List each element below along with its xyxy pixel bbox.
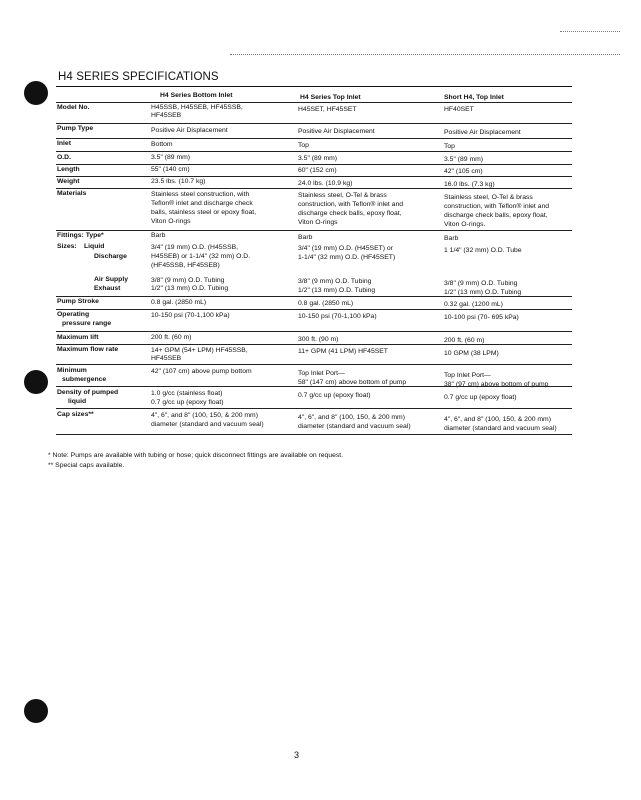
pump-type-bottom-inlet: Positive Air Displacement [151, 127, 228, 134]
row-label-maximum-lift: Maximum lift [57, 334, 99, 341]
flow-short-top-inlet: 10 GPM (38 LPM) [444, 350, 499, 357]
length-short-top-inlet: 42" (105 cm) [444, 168, 483, 175]
materials-bottom-inlet-line4: Viton O-rings [151, 218, 191, 225]
row-rule [56, 364, 572, 365]
flow-top-inlet: 11+ GPM (41 LPM) HF45SET [298, 348, 388, 355]
sizes-bottom-inlet-line2: H45SEB) or 1-1/4" (32 mm) O.D. [151, 253, 251, 260]
row-label-pump-stroke: Pump Stroke [57, 298, 99, 305]
sizes-bottom-inlet-line3: (HF45SSB, HF45SEB) [151, 262, 220, 269]
model-bottom-inlet-line1: H45SSB, H45SEB, HF45SSB, [151, 104, 243, 111]
row-sublabel-exhaust: Exhaust [94, 285, 121, 292]
materials-bottom-inlet-line1: Stainless steel construction, with [151, 191, 250, 198]
footnote-fittings: * Note: Pumps are available with tubing or hose; quick disconnect fittings are available on request. [48, 452, 344, 459]
footnote-special-caps: ** Special caps available. [48, 462, 125, 469]
row-rule [56, 164, 572, 165]
submergence-short-top-inlet-line1: Top Inlet Port— [444, 372, 491, 379]
inlet-top-inlet: Top [298, 142, 309, 149]
density-bottom-inlet-line2: 0.7 g/cc up (epoxy float) [151, 399, 224, 406]
submergence-top-inlet-line1: Top Inlet Port— [298, 370, 345, 377]
row-sublabel-liquid: Liquid [84, 243, 105, 250]
cap-short-top-inlet-line2: diameter (standard and vacuum seal) [444, 425, 557, 432]
scan-artifact-dots [230, 54, 620, 55]
materials-top-inlet-line4: Viton O-rings [298, 219, 338, 226]
length-bottom-inlet: 55" (140 cm) [151, 166, 190, 173]
length-top-inlet: 60" (152 cm) [298, 167, 337, 174]
sizes-bottom-inlet-line1: 3/4" (19 mm) O.D. (H45SSB, [151, 244, 239, 251]
submergence-short-top-inlet-line2: 38" (97 cm) above bottom of pump [444, 381, 549, 388]
page-title: H4 SERIES SPECIFICATIONS [58, 71, 219, 83]
operating-bottom-inlet: 10-150 psi (70-1,100 kPa) [151, 312, 230, 319]
weight-bottom-inlet: 23.5 lbs. (10.7 kg) [151, 178, 206, 185]
row-label-od: O.D. [57, 154, 71, 161]
row-label-maximum-flow-rate: Maximum flow rate [57, 346, 119, 353]
table-bottom-rule [56, 434, 572, 435]
air-top-inlet-line2: 1/2" (13 mm) O.D. Tubing [298, 287, 376, 294]
cap-bottom-inlet-line2: diameter (standard and vacuum seal) [151, 421, 264, 428]
row-label-inlet: Inlet [57, 140, 71, 147]
air-short-top-inlet-line2: 1/2" (13 mm) O.D. Tubing [444, 289, 522, 296]
pump-type-short-top-inlet: Positive Air Displacement [444, 129, 521, 136]
punch-hole-bottom [24, 699, 48, 723]
row-rule [56, 138, 572, 139]
row-label-minimum: Minimum [57, 367, 87, 374]
sizes-top-inlet-line2: 1-1/4" (32 mm) O.D. (HF45SET) [298, 254, 396, 261]
od-short-top-inlet: 3.5" (89 mm) [444, 156, 484, 163]
materials-bottom-inlet-line3: balls, stainless steel or epoxy float, [151, 209, 257, 216]
header-rule [56, 102, 572, 103]
row-label-cap-sizes: Cap sizes** [57, 411, 94, 418]
cap-bottom-inlet-line1: 4", 6", and 8" (100, 150, & 200 mm) [151, 412, 258, 419]
operating-short-top-inlet: 10-100 psi (70- 695 kPa) [444, 314, 519, 321]
stroke-top-inlet: 0.8 gal. (2850 mL) [298, 300, 354, 307]
submergence-bottom-inlet: 42" (107 cm) above pump bottom [151, 368, 252, 375]
fittings-top-inlet: Barb [298, 234, 313, 241]
model-top-inlet: H45SET, HF45SET [298, 106, 357, 113]
submergence-top-inlet-line2: 58" (147 cm) above bottom of pump [298, 379, 407, 386]
page-number: 3 [294, 750, 300, 760]
density-short-top-inlet: 0.7 g/cc up (epoxy float) [444, 394, 517, 401]
air-bottom-inlet-line2: 1/2" (13 mm) O.D. Tubing [151, 285, 229, 292]
weight-top-inlet: 24.0 lbs. (10.9 kg) [298, 180, 353, 187]
cap-short-top-inlet-line1: 4", 6", and 8" (100, 150, & 200 mm) [444, 416, 551, 423]
row-label-operating: Operating [57, 311, 90, 318]
fittings-bottom-inlet: Barb [151, 232, 166, 239]
cap-top-inlet-line2: diameter (standard and vacuum seal) [298, 423, 411, 430]
row-label-weight: Weight [57, 178, 80, 185]
air-top-inlet-line1: 3/8" (9 mm) O.D. Tubing [298, 278, 372, 285]
row-rule [56, 331, 572, 332]
density-top-inlet: 0.7 g/cc up (epoxy float) [298, 392, 371, 399]
inlet-bottom-inlet: Bottom [151, 141, 173, 148]
row-rule [56, 309, 572, 310]
model-bottom-inlet-line2: HF45SEB [151, 112, 182, 119]
row-rule [56, 344, 572, 345]
row-label-model: Model No. [57, 104, 90, 111]
row-label-density: Density of pumped [57, 389, 119, 396]
row-label-pump-type: Pump Type [57, 125, 94, 132]
weight-short-top-inlet: 16.0 lbs. (7.3 kg) [444, 181, 495, 188]
row-rule [56, 408, 572, 409]
materials-top-inlet-line2: construction, with Teflon® inlet and [298, 201, 404, 208]
cap-top-inlet-line1: 4", 6", and 8" (100, 150, & 200 mm) [298, 414, 405, 421]
density-bottom-inlet-line1: 1.0 g/cc (stainless float) [151, 390, 223, 397]
row-rule [56, 176, 572, 177]
row-label-materials: Materials [57, 190, 87, 197]
punch-hole-top [24, 81, 48, 105]
column-header-top-inlet: H4 Series Top Inlet [300, 94, 361, 101]
operating-top-inlet: 10-150 psi (70-1,100 kPa) [298, 313, 377, 320]
row-sublabel-discharge: Discharge [94, 253, 127, 260]
air-bottom-inlet-line1: 3/8" (9 mm) O.D. Tubing [151, 277, 225, 284]
inlet-short-top-inlet: Top [444, 143, 455, 150]
sizes-short-top-inlet: 1 1/4" (32 mm) O.D. Tube [444, 247, 522, 254]
row-rule [56, 386, 572, 387]
scan-artifact-dots [560, 31, 620, 32]
model-short-top-inlet: HF40SET [444, 106, 474, 113]
row-label-sizes: Sizes: [57, 243, 77, 250]
row-label-liquid: liquid [68, 398, 87, 405]
materials-bottom-inlet-line2: Teflon® inlet and discharge check [151, 200, 253, 207]
air-short-top-inlet-line1: 3/8" (9 mm) O.D. Tubing [444, 280, 518, 287]
pump-type-top-inlet: Positive Air Displacement [298, 128, 375, 135]
materials-short-top-inlet-line2: construction, with Teflon® inlet and [444, 203, 550, 210]
row-rule [56, 123, 572, 124]
title-rule [56, 86, 572, 87]
column-header-short-top-inlet: Short H4, Top Inlet [444, 94, 504, 101]
stroke-short-top-inlet: 0.32 gal. (1200 mL) [444, 301, 503, 308]
materials-short-top-inlet-line4: Viton O-rings. [444, 221, 486, 228]
od-top-inlet: 3.5" (89 mm) [298, 155, 338, 162]
lift-bottom-inlet: 200 ft. (60 m) [151, 334, 192, 341]
stroke-bottom-inlet: 0.8 gal. (2850 mL) [151, 299, 207, 306]
flow-bottom-inlet-line1: 14+ GPM (54+ LPM) HF45SSB, [151, 347, 248, 354]
row-label-fittings: Fittings: Type* [57, 232, 104, 239]
row-label-submergence: submergence [62, 376, 107, 383]
sizes-top-inlet-line1: 3/4" (19 mm) O.D. (H45SET) or [298, 245, 393, 252]
materials-short-top-inlet-line3: discharge check balls, epoxy float, [444, 212, 548, 219]
punch-hole-middle [24, 370, 48, 394]
row-rule [56, 151, 572, 152]
column-header-bottom-inlet: H4 Series Bottom Inlet [160, 92, 233, 99]
materials-top-inlet-line3: discharge check balls, epoxy float, [298, 210, 402, 217]
od-bottom-inlet: 3.5" (89 mm) [151, 154, 191, 161]
row-label-pressure-range: pressure range [62, 320, 112, 327]
row-label-length: Length [57, 166, 80, 173]
materials-short-top-inlet-line1: Stainless steel, O-Tel & brass [444, 194, 533, 201]
row-rule [56, 296, 572, 297]
fittings-short-top-inlet: Barb [444, 235, 459, 242]
flow-bottom-inlet-line2: HF45SEB [151, 355, 182, 362]
row-rule [56, 188, 572, 189]
row-sublabel-air-supply: Air Supply [94, 276, 128, 283]
row-rule [56, 230, 572, 231]
materials-top-inlet-line1: Stainless steel, O-Tel & brass [298, 192, 387, 199]
lift-top-inlet: 300 ft. (90 m) [298, 336, 339, 343]
lift-short-top-inlet: 200 ft. (60 m) [444, 337, 485, 344]
